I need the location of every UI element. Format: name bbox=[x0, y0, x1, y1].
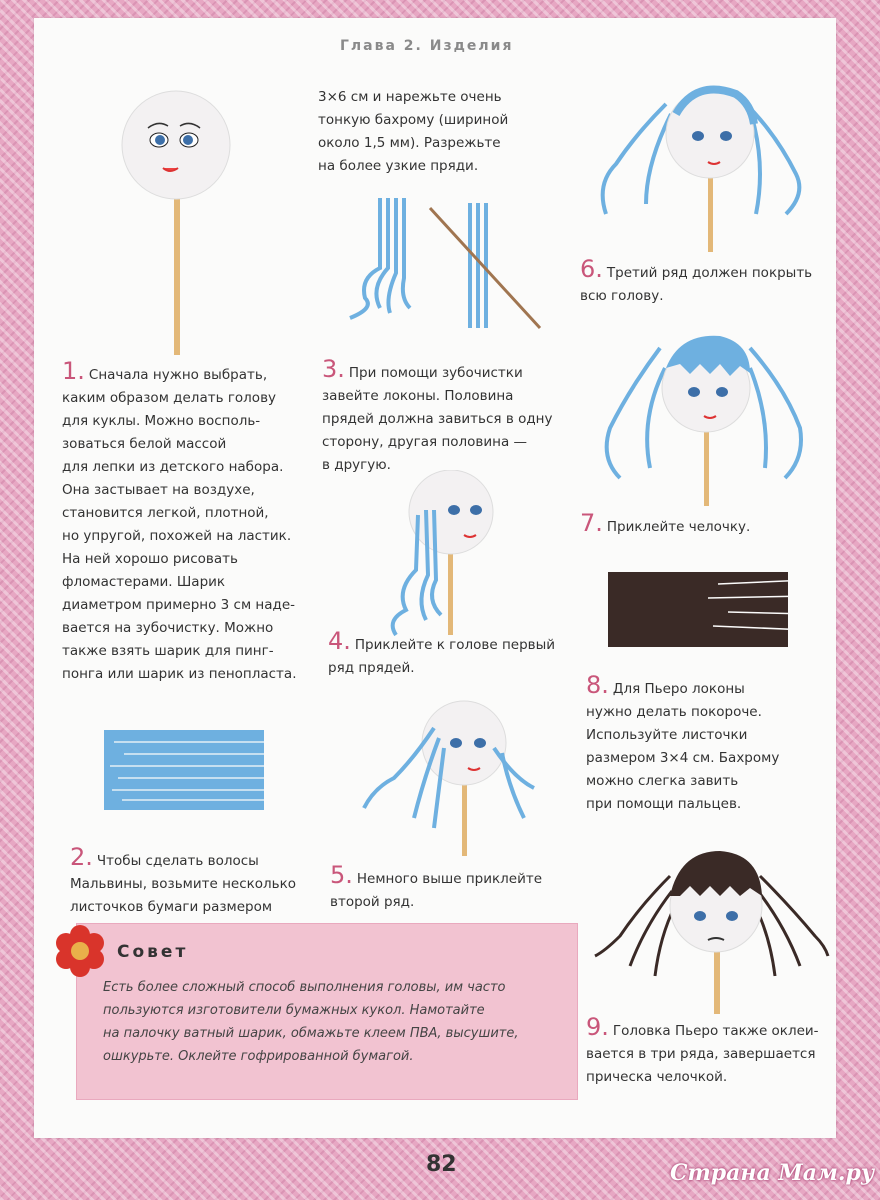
step-3 bbox=[322, 355, 572, 477]
illustration-head-bangs bbox=[590, 318, 820, 508]
step-5 bbox=[330, 861, 570, 914]
step-9 bbox=[586, 1013, 836, 1089]
tip-line: Есть более сложный способ выполнения головы, им часто bbox=[103, 980, 506, 995]
illustration-pierrot-head bbox=[590, 836, 830, 1016]
flower-icon bbox=[52, 923, 108, 979]
step-8-line: можно слегка завить bbox=[586, 773, 739, 789]
step-5-line: второй ряд. bbox=[330, 894, 415, 910]
step-7 bbox=[580, 509, 830, 539]
step-2-line: на более узкие пряди. bbox=[318, 158, 479, 174]
step-6 bbox=[580, 255, 830, 308]
step-2-line: тонкую бахрому (шириной bbox=[318, 112, 509, 128]
watermark: Страна Мам.ру bbox=[670, 1160, 875, 1186]
illustration-fringe-paper bbox=[104, 730, 274, 820]
step-3-line: прядей должна завиться в одну bbox=[322, 411, 553, 427]
tip-text bbox=[103, 976, 563, 1068]
step-9-line: прическа челочкой. bbox=[586, 1069, 728, 1085]
page-number: 82 bbox=[426, 1152, 457, 1177]
step-1-line: вается на зубочистку. Можно bbox=[62, 620, 274, 636]
illustration-head-first-row bbox=[356, 470, 506, 640]
step-1-line: понга или шарик из пенопласта. bbox=[62, 666, 297, 682]
step-8-line: размером 3×4 см. Бахрому bbox=[586, 750, 780, 766]
book-page bbox=[34, 18, 836, 1138]
step-1-line: Она застывает на воздухе, bbox=[62, 482, 255, 498]
step-9-line: вается в три ряда, завершается bbox=[586, 1046, 816, 1062]
tip-line: на палочку ватный шарик, обмажьте клеем ПВА, высушите, bbox=[103, 1026, 519, 1041]
illustration-dark-fringe bbox=[608, 562, 808, 652]
step-2 bbox=[70, 843, 310, 919]
step-9-number: 9. bbox=[586, 1013, 609, 1041]
step-1-line: становится легкой, плотной, bbox=[62, 505, 269, 521]
step-7-number: 7. bbox=[580, 509, 603, 537]
step-2-line: Мальвины, возьмите несколько bbox=[70, 876, 297, 892]
step-3-line: сторону, другая половина — bbox=[322, 434, 528, 450]
step-8-line: нужно делать покороче. bbox=[586, 704, 762, 720]
step-1-line: диаметром примерно 3 см наде- bbox=[62, 597, 296, 613]
step-2-line: листочков бумаги размером bbox=[70, 899, 273, 915]
step-8-number: 8. bbox=[586, 671, 609, 699]
step-8 bbox=[586, 671, 826, 816]
step-7-line: Приклейте челочку. bbox=[606, 519, 751, 535]
illustration-curling-strands bbox=[330, 188, 550, 338]
tip-line: ошкурьте. Оклейте гофрированной бумагой. bbox=[103, 1049, 414, 1064]
step-5-number: 5. bbox=[330, 861, 353, 889]
step-1-line: Сначала нужно выбрать, bbox=[88, 367, 268, 383]
step-3-line: в другую. bbox=[322, 457, 391, 473]
step-3-number: 3. bbox=[322, 355, 345, 383]
tip-title: Совет bbox=[117, 942, 189, 962]
step-6-number: 6. bbox=[580, 255, 603, 283]
step-8-line: при помощи пальцев. bbox=[586, 796, 742, 812]
illustration-head-third-row bbox=[586, 74, 816, 254]
step-1-line: также взять шарик для пинг- bbox=[62, 643, 274, 659]
step-5-line: Немного выше приклейте bbox=[356, 871, 543, 887]
step-3-line: завейте локоны. Половина bbox=[322, 388, 514, 404]
step-3-line: При помощи зубочистки bbox=[348, 365, 523, 381]
tip-line: пользуются изготовители бумажных кукол. Намотайте bbox=[103, 1003, 485, 1018]
step-1-line: зоваться белой массой bbox=[62, 436, 227, 452]
step-1-line: для куклы. Можно восполь- bbox=[62, 413, 261, 429]
tip-box bbox=[76, 923, 578, 1100]
step-1 bbox=[62, 357, 322, 686]
step-1-number: 1. bbox=[62, 357, 85, 385]
illustration-head-second-row bbox=[344, 698, 544, 858]
step-1-line: На ней хорошо рисовать bbox=[62, 551, 238, 567]
step-9-line: Головка Пьеро также оклеи- bbox=[612, 1023, 819, 1039]
step-2-line: Чтобы сделать волосы bbox=[96, 853, 259, 869]
step-4 bbox=[328, 627, 568, 680]
step-4-line: ряд прядей. bbox=[328, 660, 415, 676]
step-8-line: Используйте листочки bbox=[586, 727, 748, 743]
step-4-number: 4. bbox=[328, 627, 351, 655]
step-4-line: Приклейте к голове первый bbox=[354, 637, 556, 653]
chapter-header: Глава 2. Изделия bbox=[340, 38, 514, 54]
step-8-line: Для Пьеро локоны bbox=[612, 681, 745, 697]
step-1-line: каким образом делать голову bbox=[62, 390, 277, 406]
illustration-head-plain bbox=[118, 90, 238, 360]
step-2-line: около 1,5 мм). Разрежьте bbox=[318, 135, 501, 151]
step-1-line: но упругой, похожей на ластик. bbox=[62, 528, 292, 544]
step-2-continued bbox=[318, 86, 538, 178]
step-6-line: всю голову. bbox=[580, 288, 664, 304]
step-2-line: 3×6 см и нарежьте очень bbox=[318, 89, 502, 105]
step-1-line: фломастерами. Шарик bbox=[62, 574, 226, 590]
step-2-number: 2. bbox=[70, 843, 93, 871]
step-1-line: для лепки из детского набора. bbox=[62, 459, 284, 475]
step-6-line: Третий ряд должен покрыть bbox=[606, 265, 813, 281]
